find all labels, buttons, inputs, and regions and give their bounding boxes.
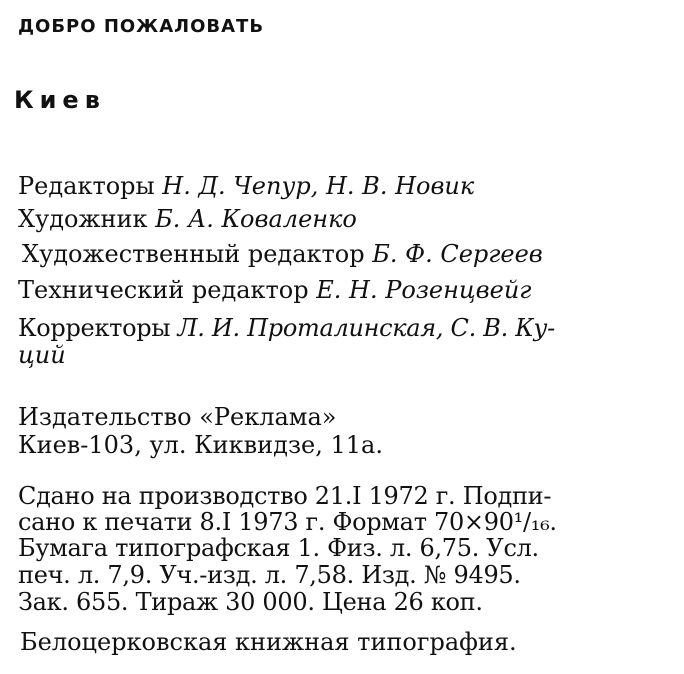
credit-line-artist [18, 205, 357, 233]
credit-role: Редакторы [18, 172, 155, 200]
credit-line-tech-editor [18, 276, 531, 304]
credit-role: Художественный редактор [22, 240, 365, 268]
credit-line-proofreaders [18, 314, 555, 342]
credit-role: Корректоры [18, 314, 171, 342]
printer-name: Белоцерковская книжная типография. [20, 628, 517, 656]
book-title: ДОБРО ПОЖАЛОВАТЬ [18, 16, 265, 37]
credit-names: Л. И. Проталинская, С. В. Ку- [177, 314, 555, 342]
book-city-title: Киев [14, 86, 106, 114]
credit-names: Н. Д. Чепур, Н. В. Новик [162, 172, 475, 200]
publisher-name: Издательство «Реклама» [18, 403, 337, 431]
imprint-line-5: Зак. 655. Тираж 30 000. Цена 26 коп. [18, 588, 483, 616]
publisher-address: Киев-103, ул. Киквидзе, 11а. [18, 431, 383, 459]
credit-line-art-editor [22, 240, 543, 268]
imprint-line-2: сано к печати 8.I 1973 г. Формат 70×90¹/₁₆. [18, 508, 557, 536]
credit-names: Б. А. Коваленко [155, 205, 357, 233]
credit-names: Е. Н. Розенцвейг [316, 276, 532, 304]
imprint-line-1: Сдано на производство 21.I 1972 г. Подпи- [18, 482, 552, 510]
credit-names: Б. Ф. Сергеев [372, 240, 543, 268]
imprint-line-3: Бумага типографская 1. Физ. л. 6,75. Усл. [18, 534, 539, 562]
credit-line-proofreaders-continuation: ций [18, 341, 66, 369]
credit-role: Художник [18, 205, 148, 233]
imprint-line-4: печ. л. 7,9. Уч.-изд. л. 7,58. Изд. № 9495. [18, 561, 521, 589]
credit-line-editors [18, 172, 474, 200]
credit-role: Технический редактор [18, 276, 309, 304]
